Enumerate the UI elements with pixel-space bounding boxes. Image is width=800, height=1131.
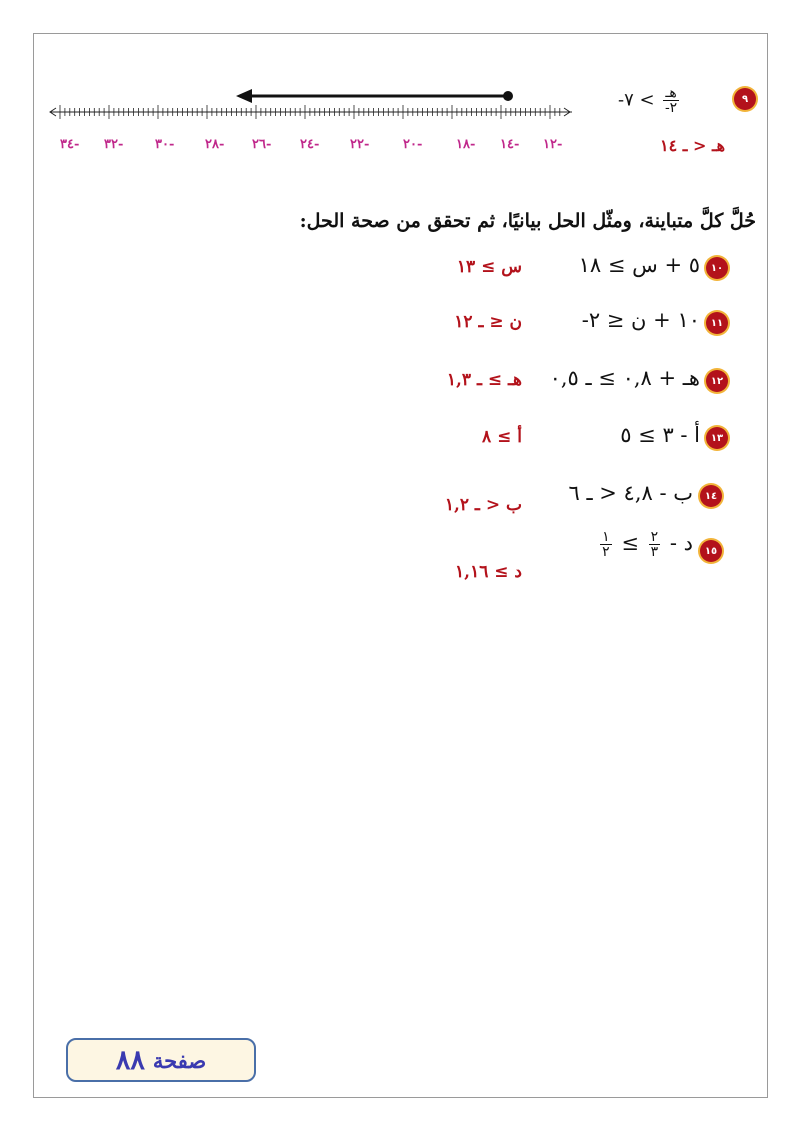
tick-label: ١٤- [500, 137, 520, 152]
problem-15-fraction-2: $\frac{١}{٢}$ [602, 529, 610, 560]
number-line [48, 82, 578, 130]
problem-13-expression: أ - ٣ ≥ ٥ [620, 423, 700, 447]
problem-14-badge: ١٤ [700, 485, 722, 507]
problem-9-fraction: $\frac{\text{هـ}}{٢-}$ [664, 85, 678, 116]
problem-11-answer: ن ≤ ـ ١٢ [454, 312, 522, 332]
problem-15-answer: د ≥ ١,١٦ [455, 562, 522, 582]
tick-label: ٢٨- [205, 137, 225, 152]
problem-11-badge: ١١ [706, 312, 728, 334]
problem-14-expression: ب - ٤,٨ < ـ ٦ [568, 481, 693, 505]
problem-10-expression: ٥ + س ≥ ١٨ [578, 253, 700, 277]
tick-label: ٢٤- [300, 137, 320, 152]
tick-label: ٢٦- [252, 137, 272, 152]
tick-label: ٢٠- [403, 137, 423, 152]
problem-15-expression: د - $\frac{٢}{٣}$ ≥ $\frac{١}{٢}$ [602, 529, 693, 560]
page-frame [33, 33, 768, 1098]
tick-label: ٣٤- [60, 137, 80, 152]
problem-14-answer: ب < ـ ١,٢ [444, 495, 522, 515]
solution-endpoint [503, 91, 513, 101]
page-number: ٨٨ [115, 1044, 145, 1076]
problem-15-badge: ١٥ [700, 540, 722, 562]
tick-label: ٢٢- [350, 137, 370, 152]
problem-13-badge: ١٣ [706, 427, 728, 449]
problem-11-expression: ١٠ + ن ≤ ٢- [581, 308, 700, 332]
tick-label: ٣٠- [155, 137, 175, 152]
problem-10-answer: س ≥ ١٣ [456, 257, 522, 277]
problem-9-answer: هـ < ـ ١٤ [660, 136, 726, 155]
page-number-box [66, 1038, 256, 1082]
problem-12-expression: هـ + ٠,٨ ≥ ـ ٠,٥ [549, 366, 700, 390]
problem-9-expression: $\frac{\text{هـ}}{٢-}$ > ٧- [618, 85, 678, 116]
tick-label: ١٨- [456, 137, 476, 152]
problem-10-badge: ١٠ [706, 257, 728, 279]
solution-ray-arrowhead [236, 89, 252, 103]
problem-9-badge: ٩ [734, 88, 756, 110]
problem-15-fraction-1: $\frac{٢}{٣}$ [650, 529, 659, 560]
problem-12-answer: هـ ≥ ـ ١,٣ [446, 370, 522, 390]
tick-label: ١٢- [543, 137, 563, 152]
problem-13-answer: أ ≥ ٨ [482, 427, 522, 447]
instruction-text: حُلَّ كلَّ متباينة، ومثّل الحل بيانيًا، ثم تحقق من صحة الحل: [299, 210, 756, 232]
tick-label: ٣٢- [104, 137, 124, 152]
problem-12-badge: ١٢ [706, 370, 728, 392]
page-label: صفحة [152, 1047, 207, 1073]
